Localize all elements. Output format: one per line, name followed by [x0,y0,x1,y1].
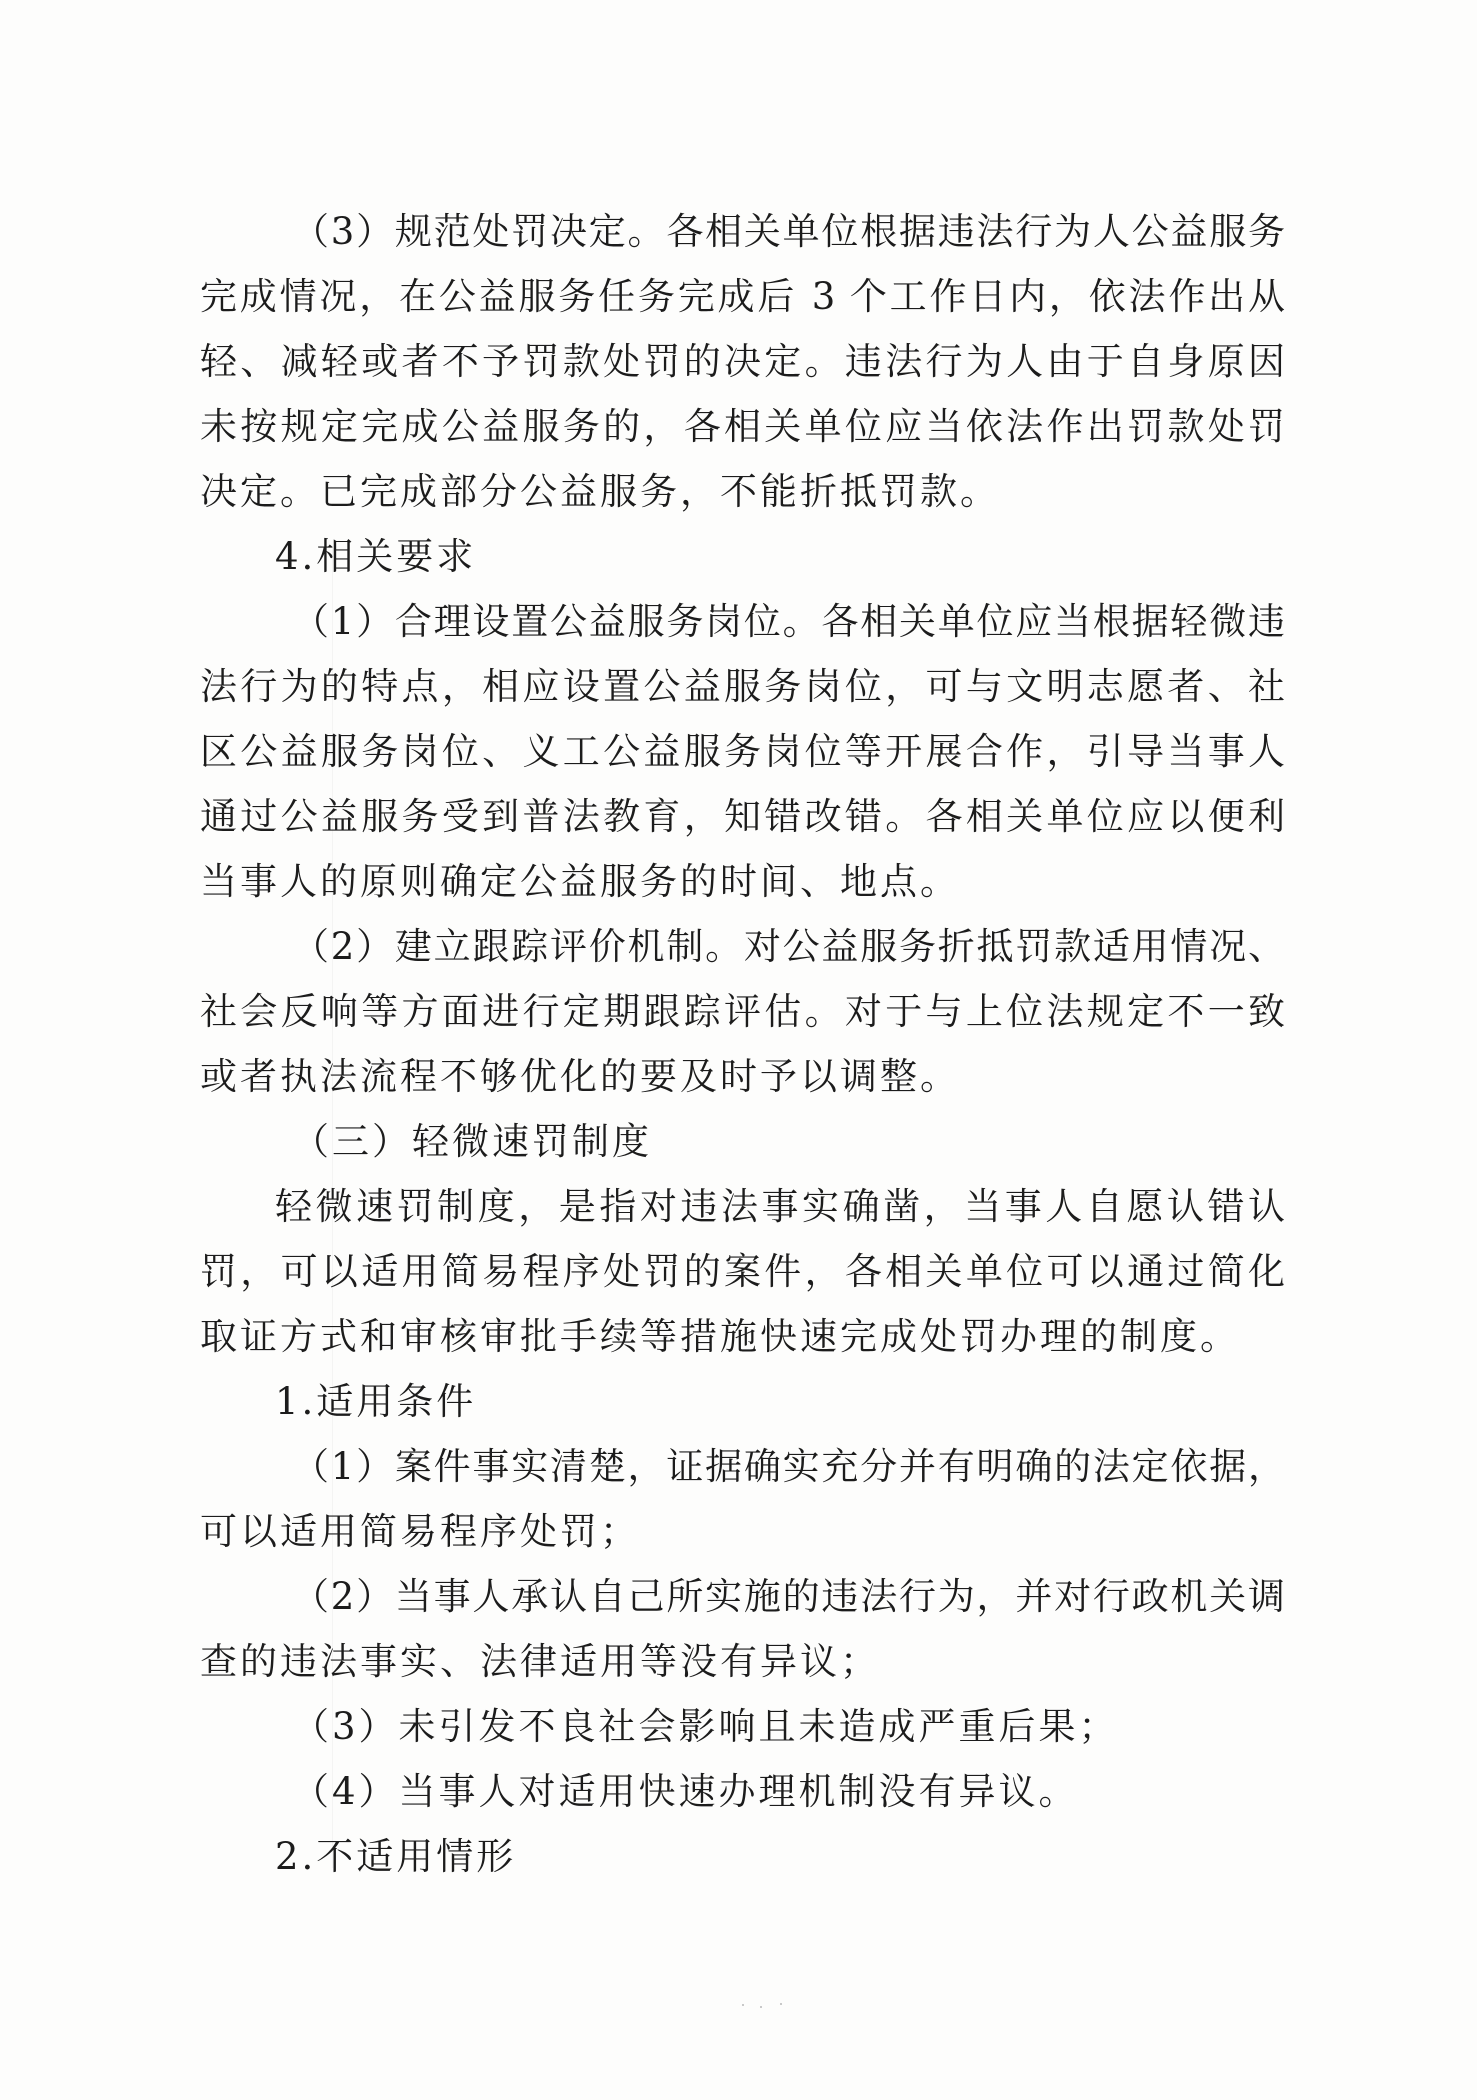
paragraph-line: 取证方式和审核审批手续等措施快速完成处罚办理的制度。 [200,1315,1240,1358]
section-heading: （三）轻微速罚制度 [292,1120,652,1163]
paragraph-line: （4）当事人对适用快速办理机制没有异议。 [292,1770,1079,1813]
paragraph-line: 罚，可以适用简易程序处罚的案件，各相关单位可以通过简化 [200,1250,1285,1293]
paragraph-line: 未按规定完成公益服务的，各相关单位应当依法作出罚款处罚 [200,405,1285,448]
paragraph-line: 法行为的特点，相应设置公益服务岗位，可与文明志愿者、社 [200,665,1285,708]
paragraph-line: （2）建立跟踪评价机制。对公益服务折抵罚款适用情况、 [292,925,1285,968]
section-heading: 4.相关要求 [275,535,477,578]
section-heading: 2.不适用情形 [275,1835,517,1878]
paragraph-line: 或者执法流程不够优化的要及时予以调整。 [200,1055,960,1098]
section-heading: 1.适用条件 [275,1380,477,1423]
paragraph-line: （3）未引发不良社会影响且未造成严重后果； [292,1705,1119,1748]
paragraph-line: 可以适用简易程序处罚； [200,1510,640,1553]
scan-speck [742,2004,744,2006]
paragraph-line: 完成情况，在公益服务任务完成后 3 个工作日内，依法作出从 [200,275,1285,318]
paragraph-line: （2）当事人承认自己所实施的违法行为，并对行政机关调 [292,1575,1285,1618]
paragraph-line: 轻微速罚制度，是指对违法事实确凿，当事人自愿认错认 [275,1185,1285,1228]
paragraph-line: 轻、减轻或者不予罚款处罚的决定。违法行为人由于自身原因 [200,340,1285,383]
scan-speck [780,2003,782,2005]
paragraph-line: 查的违法事实、法律适用等没有异议； [200,1640,880,1683]
paragraph-line: 社会反响等方面进行定期跟踪评估。对于与上位法规定不一致 [200,990,1285,1033]
paragraph-line: （1）案件事实清楚，证据确实充分并有明确的法定依据， [292,1445,1285,1488]
paragraph-line: 区公益服务岗位、义工公益服务岗位等开展合作，引导当事人 [200,730,1285,773]
scan-speck [760,2006,762,2008]
paragraph-line: 通过公益服务受到普法教育，知错改错。各相关单位应以便利 [200,795,1285,838]
paragraph-line: 当事人的原则确定公益服务的时间、地点。 [200,860,960,903]
paragraph-line: （3）规范处罚决定。各相关单位根据违法行为人公益服务 [292,210,1285,253]
paragraph-line: （1）合理设置公益服务岗位。各相关单位应当根据轻微违 [292,600,1285,643]
paragraph-line: 决定。已完成部分公益服务，不能折抵罚款。 [200,470,1000,513]
